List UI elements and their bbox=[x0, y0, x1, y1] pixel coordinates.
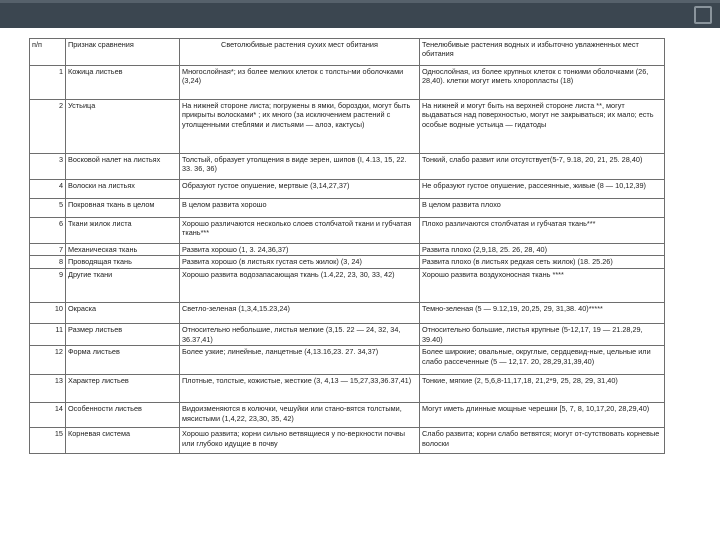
row-number: 15 bbox=[30, 428, 66, 454]
table-row bbox=[30, 256, 665, 269]
row-number: 9 bbox=[30, 269, 66, 303]
comparison-table bbox=[29, 38, 665, 454]
row-feature: Характер листьев bbox=[66, 375, 180, 403]
row-number: 11 bbox=[30, 324, 66, 346]
header-dry-plants: Светолюбивые растения сухих мест обитания bbox=[180, 39, 420, 66]
row-wet-plants: Слабо развита; корни слабо ветвятся; могут от-сутствовать корневые волоски bbox=[420, 428, 665, 454]
row-feature: Окраска bbox=[66, 303, 180, 324]
slide-top-bar bbox=[0, 0, 720, 28]
row-feature: Другие ткани bbox=[66, 269, 180, 303]
row-wet-plants: Не образуют густое опушение, рассеянные, живые (8 — 10,12,39) bbox=[420, 180, 665, 199]
row-feature: Корневая система bbox=[66, 428, 180, 454]
table-row bbox=[30, 199, 665, 218]
row-number: 1 bbox=[30, 66, 66, 100]
row-number: 5 bbox=[30, 199, 66, 218]
row-wet-plants: Более широкие; овальные, округлые, сердцевид-ные, цельные или слабо рассеченные (5 — 12,17. 20, 28,29,31,39,40) bbox=[420, 346, 665, 375]
row-number: 7 bbox=[30, 244, 66, 256]
table-header-row bbox=[30, 39, 665, 66]
table-row bbox=[30, 218, 665, 244]
row-wet-plants: Однослойная, из более крупных клеток с тонкими оболочками (26, 28,40). клетки могут иметь хлоропласты (18) bbox=[420, 66, 665, 100]
table-row bbox=[30, 375, 665, 403]
row-wet-plants: На нижней и могут быть на верхней стороне листа **, могут выдаваться над поверхностью, могут не закрываться; их мало; есть особые водные устьица — гидатоды bbox=[420, 100, 665, 154]
row-feature: Устьица bbox=[66, 100, 180, 154]
row-wet-plants: Тонкий, слабо развит или отсутствует(5-7, 9.18, 20, 21, 25. 28,40) bbox=[420, 154, 665, 180]
table-body bbox=[30, 66, 665, 454]
row-wet-plants: Развита плохо (2,9,18, 25. 26, 28, 40) bbox=[420, 244, 665, 256]
row-number: 8 bbox=[30, 256, 66, 269]
row-dry-plants: Относительно небольшие, листья мелкие (3,15. 22 — 24, 32, 34, 36.37,41) bbox=[180, 324, 420, 346]
row-wet-plants: Плохо различаются столбчатая и губчатая ткань*** bbox=[420, 218, 665, 244]
table-row bbox=[30, 66, 665, 100]
row-number: 4 bbox=[30, 180, 66, 199]
row-dry-plants: Светло-зеленая (1,3,4,15.23,24) bbox=[180, 303, 420, 324]
row-dry-plants: На нижней стороне листа; погружены в ямки, бороздки, могут быть прикрыты волосками* ; их много (за исключением растений с утолщенными стеблями и листьями — алоэ, кактусы) bbox=[180, 100, 420, 154]
row-dry-plants: Развита хорошо (1, 3. 24,36,37) bbox=[180, 244, 420, 256]
row-wet-plants: В целом развита плохо bbox=[420, 199, 665, 218]
row-feature: Волоски на листьях bbox=[66, 180, 180, 199]
header-number: п/п bbox=[30, 39, 66, 66]
row-feature: Проводящая ткань bbox=[66, 256, 180, 269]
row-dry-plants: Хорошо развита водозапасающая ткань (1.4,22, 23, 30, 33, 42) bbox=[180, 269, 420, 303]
table-row bbox=[30, 100, 665, 154]
row-number: 3 bbox=[30, 154, 66, 180]
row-dry-plants: Толстый, образует утолщения в виде зерен, шипов (I, 4.13, 15, 22. 33. 36, 36) bbox=[180, 154, 420, 180]
table-row bbox=[30, 180, 665, 199]
row-dry-plants: Хорошо развита; корни сильно ветвящиеся у по-верхности почвы или глубоко идущие в почву bbox=[180, 428, 420, 454]
row-number: 12 bbox=[30, 346, 66, 375]
top-bar-accent-line bbox=[0, 0, 720, 3]
row-dry-plants: Видоизменяются в колючки, чешуйки или стано-вятся толстыми, мясистыми (1,4,22, 23,30, 35, 42) bbox=[180, 403, 420, 428]
row-dry-plants: Многослойная*; из более мелких клеток с толсты-ми оболочками (3,24) bbox=[180, 66, 420, 100]
row-dry-plants: Более узкие; линейные, ланцетные (4,13.16,23. 27. 34,37) bbox=[180, 346, 420, 375]
table-row bbox=[30, 303, 665, 324]
row-feature: Кожица листьев bbox=[66, 66, 180, 100]
row-number: 10 bbox=[30, 303, 66, 324]
table-row bbox=[30, 403, 665, 428]
row-dry-plants: Развита хорошо (в листьях густая сеть жилок) (3, 24) bbox=[180, 256, 420, 269]
row-wet-plants: Относительно большие, листья крупные (5-12,17, 19 — 21.28,29, 39.40) bbox=[420, 324, 665, 346]
table-row bbox=[30, 154, 665, 180]
row-feature: Покровная ткань в целом bbox=[66, 199, 180, 218]
row-feature: Восковой налет на листьях bbox=[66, 154, 180, 180]
row-wet-plants: Могут иметь длинные мощные черешки [5, 7, 8, 10,17,20, 28,29,40) bbox=[420, 403, 665, 428]
row-dry-plants: В целом развита хорошо bbox=[180, 199, 420, 218]
row-wet-plants: Хорошо развита воздухоносная ткань **** bbox=[420, 269, 665, 303]
row-number: 13 bbox=[30, 375, 66, 403]
table-row bbox=[30, 324, 665, 346]
row-wet-plants: Тонкие, мягкие (2, 5,6,8-11,17,18, 21,2*9, 25, 28, 29, 31,40) bbox=[420, 375, 665, 403]
slide-corner-icon bbox=[694, 6, 712, 24]
row-feature: Форма листьев bbox=[66, 346, 180, 375]
row-wet-plants: Развита плохо (в листьях редкая сеть жилок) (18. 25.26) bbox=[420, 256, 665, 269]
table-row bbox=[30, 244, 665, 256]
row-feature: Ткани жилок листа bbox=[66, 218, 180, 244]
header-wet-plants: Тенелюбивые растения водных и избыточно увлажненных мест обитания bbox=[420, 39, 665, 66]
row-feature: Размер листьев bbox=[66, 324, 180, 346]
table-row bbox=[30, 346, 665, 375]
row-number: 6 bbox=[30, 218, 66, 244]
table-row bbox=[30, 269, 665, 303]
row-dry-plants: Образуют густое опушение, мертвые (3,14,27,37) bbox=[180, 180, 420, 199]
table-row bbox=[30, 428, 665, 454]
row-feature: Механическая ткань bbox=[66, 244, 180, 256]
row-dry-plants: Хорошо различаются несколько слоев столбчатой ткани и губчатая ткань*** bbox=[180, 218, 420, 244]
row-feature: Особенности листьев bbox=[66, 403, 180, 428]
row-number: 14 bbox=[30, 403, 66, 428]
header-feature: Признак сравнения bbox=[66, 39, 180, 66]
row-dry-plants: Плотные, толстые, кожистые, жесткие (3, 4,13 — 15,27,33,36.37,41) bbox=[180, 375, 420, 403]
row-number: 2 bbox=[30, 100, 66, 154]
row-wet-plants: Темно-зеленая (5 — 9.12,19, 20,25, 29, 31,38. 40)***** bbox=[420, 303, 665, 324]
